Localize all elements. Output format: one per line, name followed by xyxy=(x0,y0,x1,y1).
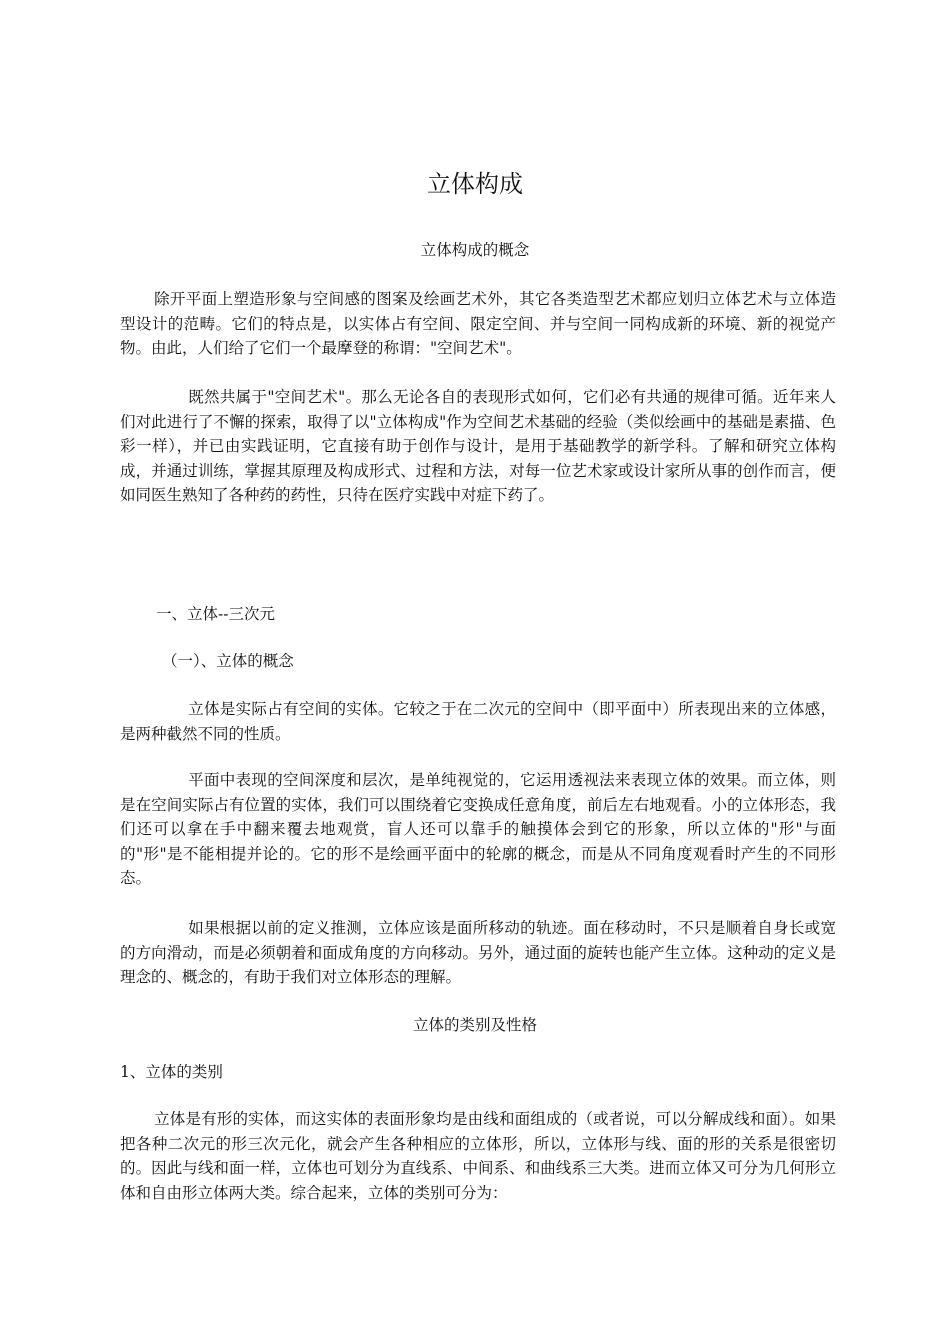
intro-paragraph: 既然共属于"空间艺术"。那么无论各自的表现形式如何，它们必有共通的规律可循。近年来人们对此进行了不懈的探索，取得了以"立体构成"作为空间艺术基础的经验（类似绘画中的基础是素描、色彩一样），并已由实践证明，它直接有助于创作与设计，是用于基础教学的新学科。了解和研究立体构成，并通过训练，掌握其原理及构成形式、过程和方法，对每一位艺术家或设计家所从事的创作而言，便如同医生熟知了各种药的药性，只待在医疗实践中对症下药了。 xyxy=(120,388,836,504)
body-paragraph: 立体是实际占有空间的实体。它较之于在二次元的空间中（即平面中）所表现出来的立体感，是两种截然不同的性质。 xyxy=(120,700,836,743)
document-title: 立体构成 xyxy=(427,170,523,198)
section-heading-categories: 立体的类别及性格 xyxy=(412,1016,537,1034)
section-heading-concept: 立体构成的概念 xyxy=(420,241,530,259)
body-paragraph: 平面中表现的空间深度和层次，是单纯视觉的，它运用透视法来表现立体的效果。而立体，则是在空间实际占有位置的实体，我们可以围绕着它变换成任意角度，前后左右地观看。小的立体形态，我们还可以拿在手中翻来覆去地观赏，盲人还可以靠手的触摸体会到它的形象，所以立体的"形"与面的"形"是不能相提并论的。它的形不是绘画平面中的轮廓的概念，而是从不同角度观看时产生的不同形态。 xyxy=(120,771,836,887)
subsection-heading: 1、立体的类别 xyxy=(120,1063,223,1081)
body-paragraph: 立体是有形的实体，而这实体的表面形象均是由线和面组成的（或者说，可以分解成线和面）。如果把各种二次元的形三次元化，就会产生各种相应的立体形，所以，立体形与线、面的形的关系是很密切的。因此与线和面一样，立体也可划分为直线系、中间系、和曲线系三大类。进而立体又可分为几何形立体和自由形立体两大类。综合起来，立体的类别可分为： xyxy=(120,1110,836,1202)
subsection-heading: （一）、立体的概念 xyxy=(162,652,294,670)
chapter-heading: 一、立体--三次元 xyxy=(156,605,275,623)
body-paragraph: 如果根据以前的定义推测，立体应该是面所移动的轨迹。面在移动时，不只是顺着自身长或宽的方向滑动，而是必须朝着和面成角度的方向移动。另外，通过面的旋转也能产生立体。这种动的定义是理念的、概念的，有助于我们对立体形态的理解。 xyxy=(120,919,836,986)
intro-paragraph: 除开平面上塑造形象与空间感的图案及绘画艺术外，其它各类造型艺术都应划归立体艺术与立体造型设计的范畴。它们的特点是，以实体占有空间、限定空间、并与空间一同构成新的环境、新的视觉产物。由此，人们给了它们一个最摩登的称谓："空间艺术"。 xyxy=(120,290,836,357)
